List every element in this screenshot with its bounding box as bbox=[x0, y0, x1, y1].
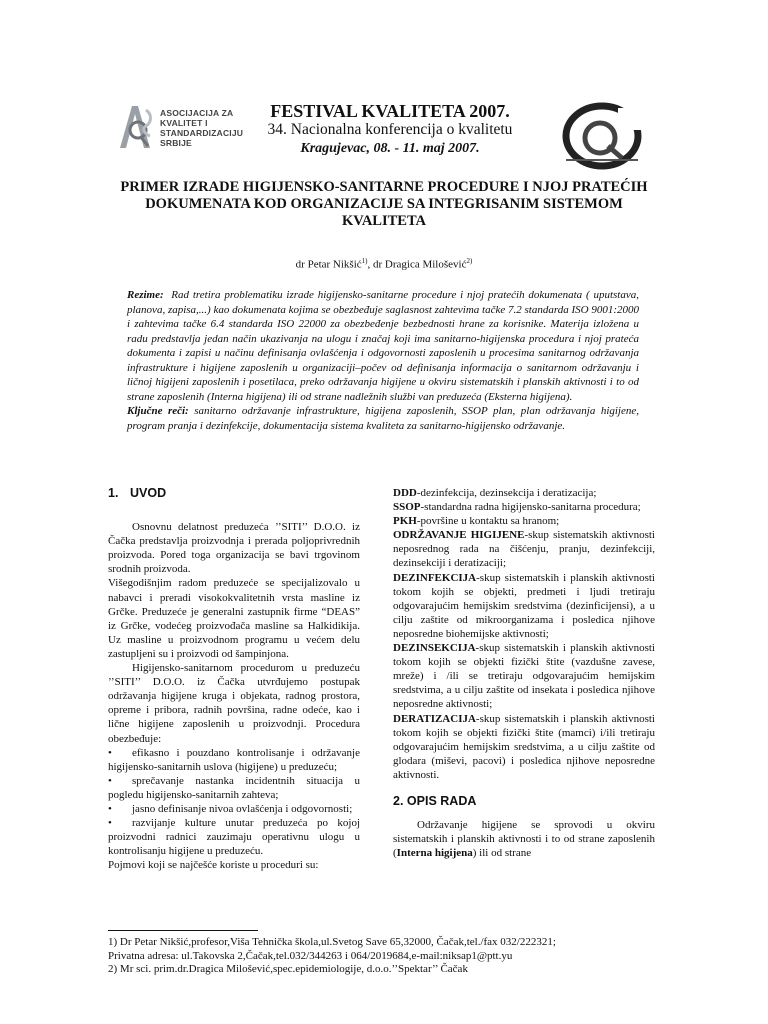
org-line-2: KVALITET I bbox=[160, 118, 208, 128]
abstract-text: Rad tretira problematiku izrade higijensko-sanitarne procedure i njoj pratećih dokumenata ( uputstava, planova, zapisa,...) kao dokumenata kojima se obezbeđuje saglasnost zahtevima tačke 7.2 standarda ISO 9001:2000 i zahtevima tačke 6.4 standarda ISO 22000 za obezbeđenje bezbednosti hrane za korisnike. Materija izložena u radu predstavlja jedan način ukazivanja na ulogu i značaj koji ima sanitarno-higijenska procedura i njoj prateća dokumenta i zapisi u načinu definisanja ovlašćenja i odgovornosti zaposlenih u procesima sanitarnog održavanja infrastrukture i higijene zaposlenih u organizaciji–počev od definisanja informacija o sanitarnom održavanju i ličnoj higijeni zaposlenih i posetilaca, preko održavanja higijene u okviru sistematskih i planskih aktivnosti i to od strane zaposlenih (Interna higijena) ili od strane nadležnih službi van preduzeća (Eksterna higijena). bbox=[127, 289, 639, 403]
definition-text: -površine u kontaktu sa hranom; bbox=[416, 515, 560, 528]
section-2-text-c: ) ili od strane bbox=[472, 847, 532, 860]
footnote-1-address: Privatna adresa: ul.Takovska 2,Čačak,tel.032/344263 i 064/2019684,e-mail:niksap1@ptt.yu bbox=[108, 949, 513, 962]
conference-place-date: Kragujevac, 08. - 11. maj 2007. bbox=[300, 141, 480, 156]
keywords-text: sanitarno održavanje infrastrukture, higijena zaposlenih, SSOP plan, plan održavanja higijene, program pranja i dezinfekcije, dokumentacija sistema kvaliteta za sanitarno-higijensko održavanje. bbox=[127, 405, 640, 432]
definition-item bbox=[393, 514, 655, 528]
list-item bbox=[108, 746, 360, 774]
org-line-3: STANDARDIZACIJU bbox=[160, 128, 244, 138]
bullet-icon: • bbox=[108, 802, 112, 815]
keywords-label: Ključne reči: bbox=[127, 405, 189, 417]
intro-paragraph-3: Higijensko-sanitarnom procedurom u preduzeću ’’SITI’’ D.O.O. iz Čačka utvrđujemo postupak održavanja higijene kruga i objekata, radnog prostora, opreme i pribora, radnih površina, radne odeće, kao i lične higijene zaposlenih u proizvodnji. Procedura obezbeđuje: bbox=[108, 662, 360, 745]
abstract-label: Rezime: bbox=[127, 289, 164, 301]
definition-term: DDD bbox=[393, 487, 417, 499]
section-2-text-bold: Interna higijena bbox=[396, 847, 473, 860]
definition-item bbox=[393, 500, 655, 514]
festival-title: FESTIVAL KVALITETA 2007. bbox=[270, 101, 510, 121]
definition-text: -skup sistematskih i planskih aktivnosti tokom kojih se objekti, predmeti i ljudi tretiraju odgovarajućim hemijskim sredstvima (dezinficijensi), a u cilju zaštite od mikroorganizama i posledica njihove neposredne biohemijske aktivnosti; bbox=[393, 571, 655, 640]
definition-item bbox=[393, 712, 655, 782]
list-item-text: efikasno i pouzdano kontrolisanje i održavanje higijensko-sanitarnih uslova (higijene) u preduzeću; bbox=[108, 746, 360, 773]
footnote-2: 2) Mr sci. prim.dr.Dragica Milošević,spec.epidemiologije, d.o.o.’’Spektar’’ Čačak bbox=[108, 963, 468, 975]
cq-logo-icon bbox=[552, 98, 646, 174]
section-2-title: OPIS RADA bbox=[406, 793, 477, 808]
section-2-number: 2. bbox=[393, 793, 404, 808]
bullet-icon: • bbox=[108, 817, 112, 830]
conference-title: 34. Nacionalna konferencija o kvalitetu bbox=[267, 121, 513, 138]
definition-item bbox=[393, 571, 655, 641]
list-item bbox=[108, 802, 360, 816]
definition-term: SSOP bbox=[393, 501, 421, 514]
definition-text: -dezinfekcija, dezinsekcija i deratizacija; bbox=[416, 487, 597, 499]
org-line-4: SRBIJE bbox=[160, 138, 192, 148]
definition-term: DEZINSEKCIJA bbox=[393, 642, 476, 655]
author-2-sup: 2) bbox=[466, 257, 473, 265]
conference-header bbox=[250, 101, 530, 159]
definition-item bbox=[393, 641, 655, 711]
definition-item bbox=[393, 486, 655, 500]
section-1-title: UVOD bbox=[130, 486, 167, 500]
paper-title: PRIMER IZRADE HIGIJENSKO-SANITARNE PROCEDURE I NJOJ PRATEĆIH DOKUMENATA KOD ORGANIZACIJE SA INTEGRISANIM SISTEMOM KVALITETA bbox=[120, 179, 648, 229]
list-item-text: razvijanje kulture unutar preduzeća po kojoj proizvodni radnici zauzimaju operativnu ulogu u kontrolisanju higijene u preduzeću. bbox=[108, 817, 360, 858]
section-1-number: 1. bbox=[108, 486, 119, 500]
list-item bbox=[108, 816, 360, 858]
definition-text: -standardna radna higijensko-sanitarna procedura; bbox=[420, 501, 641, 514]
section-2-heading bbox=[393, 794, 655, 808]
definition-term: DERATIZACIJA bbox=[393, 712, 476, 725]
right-column bbox=[393, 486, 655, 860]
definition-term: ODRŽAVANJE HIGIJENE bbox=[393, 529, 525, 542]
author-1: dr Petar Nikšić bbox=[295, 258, 362, 271]
section-1-heading bbox=[108, 486, 360, 500]
list-item bbox=[108, 774, 360, 802]
section-2-text-a: Održavanje higijene se sprovodi u okviru sistematskih i planskih aktivnosti i to od strane zaposlenih ( bbox=[393, 819, 655, 860]
footnote-1: 1) Dr Petar Nikšić,profesor,Viša Tehnička škola,ul.Svetog Save 65,32000, Čačak,tel./fax 032/222321; bbox=[108, 936, 556, 948]
definition-term: PKH bbox=[393, 515, 417, 528]
list-item-text: sprečavanje nastanka incidentnih situacija u pogledu higijensko-sanitarnih zahteva; bbox=[108, 774, 360, 801]
section-2-paragraph bbox=[393, 818, 655, 860]
intro-paragraph-4: Pojmovi koji se najčešće koriste u proceduri su: bbox=[108, 859, 319, 872]
author-2: , dr Dragica Milošević bbox=[367, 258, 467, 271]
footnote-divider bbox=[108, 930, 258, 931]
left-column bbox=[108, 486, 360, 872]
footnotes bbox=[108, 936, 668, 977]
definition-term: DEZINFEKCIJA bbox=[393, 571, 477, 584]
author-1-sup: 1) bbox=[361, 257, 368, 265]
author-line bbox=[110, 257, 658, 271]
definition-text: -skup sistematskih i planskih aktivnosti tokom kojih se objekti fizički štite (vazdušne zavese, mreže) i /ili se tretiraju odgovarajućim hemijskim sredstvima, a u cilju zaštite od insekata i posledica njihove neposredne aktivnosti; bbox=[393, 642, 655, 711]
abstract bbox=[127, 288, 639, 433]
definition-text: -skup sistematskih i planskih aktivnosti tokom kojih se objekti fizički štite (mamci) i/ili tretiraju odgovarajućim hemijskim sredstvima, a u cilju zaštite od glodara (miševi, pacovi) i posledica njihove neposredne aktivnosti. bbox=[393, 712, 655, 781]
bullet-icon: • bbox=[108, 774, 112, 787]
org-line-1: ASOCIJACIJA ZA bbox=[160, 108, 234, 118]
aqs-emblem-icon bbox=[116, 100, 156, 156]
list-item-text: jasno definisanje nivoa ovlašćenja i odgovornosti; bbox=[132, 802, 353, 815]
bullet-icon: • bbox=[108, 746, 112, 759]
intro-paragraph-1: Osnovnu delatnost preduzeća ’’SITI’’ D.O.O. iz Čačka predstavlja proizvodnja i prerada poljoprivrednih proizvoda. Pored toga organizacija se bavi trgovinom srodnih proizvoda. bbox=[108, 521, 360, 576]
definition-text: -skup sistematskih aktivnosti neposrednog rada na čišćenju, pranju, dezinfekciji, dezinsekciji i deratizaciji; bbox=[393, 529, 655, 570]
definition-item bbox=[393, 528, 655, 570]
intro-paragraph-2: Višegodišnjim radom preduzeće se specijalizovalo u nabavci i preradi visokokvalitetnih vrsta masline iz Grčke. Preduzeće je generalni zastupnik firme “DEAS” iz Grčke, vodećeg proizvođača masline sa Halkidikija. Uz masline u proizvodnom programu u većem delu zastupljeni su i proizvodi od šampinjona. bbox=[108, 577, 360, 660]
